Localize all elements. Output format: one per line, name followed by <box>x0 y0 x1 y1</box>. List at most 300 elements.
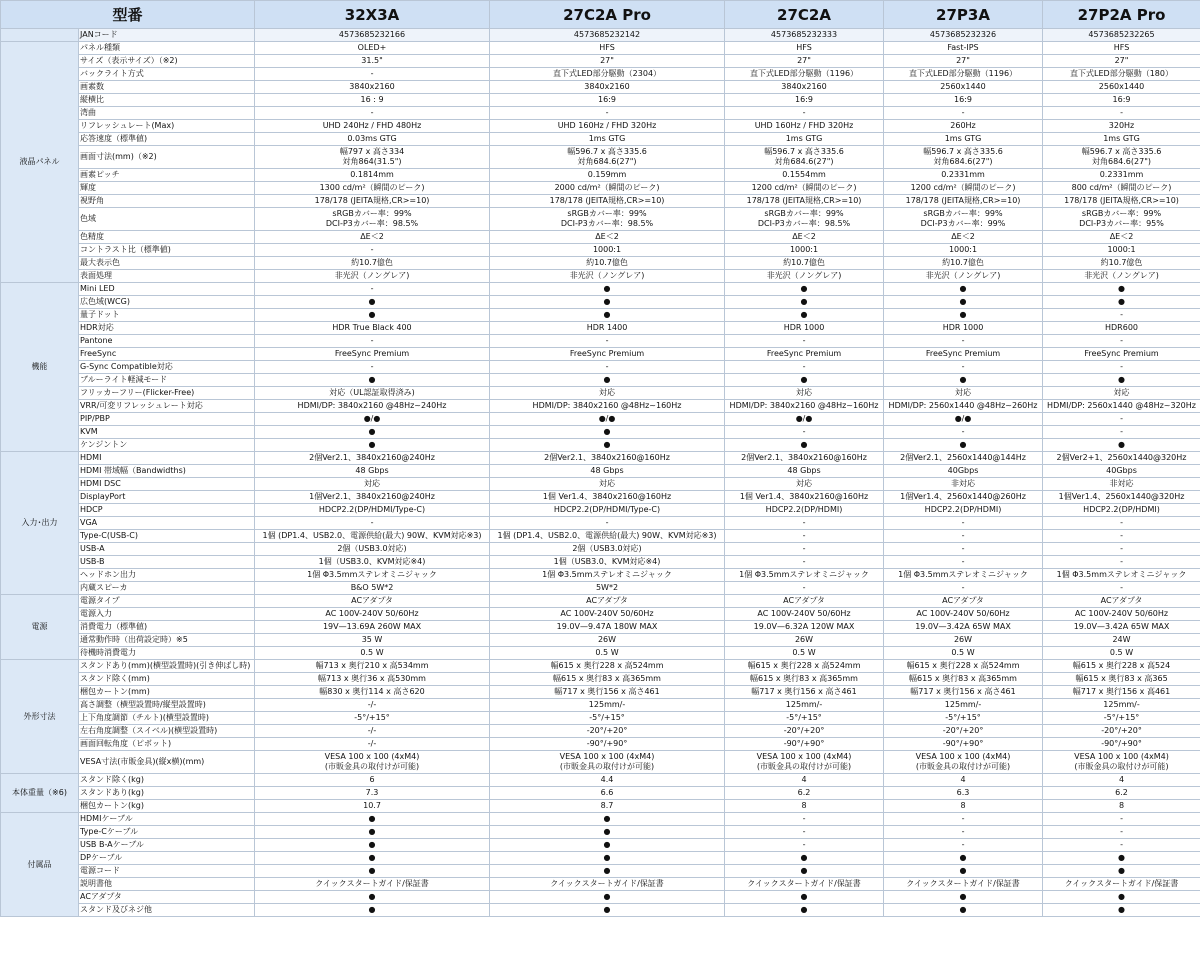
cell-value: 約10.7億色 <box>725 257 884 270</box>
row-label: HDMI <box>79 452 255 465</box>
cell-value: - <box>884 839 1043 852</box>
table-row <box>1 504 1200 517</box>
cell-value: - <box>1043 582 1200 595</box>
cell-value <box>490 751 725 774</box>
cell-value: - <box>1043 543 1200 556</box>
cell-value: クイックスタートガイド/保証書 <box>884 878 1043 891</box>
cell-value: - <box>725 517 884 530</box>
cell-value <box>725 208 884 231</box>
cell-value: 0.2331mm <box>1043 169 1200 182</box>
cell-value: 0.03ms GTG <box>255 133 490 146</box>
cell-value: クイックスタートガイド/保証書 <box>255 878 490 891</box>
cell-value: AC 100V-240V 50/60Hz <box>725 608 884 621</box>
table-row <box>1 608 1200 621</box>
cell-value: - <box>255 68 490 81</box>
section-label: 液晶パネル <box>1 42 79 283</box>
cell-value: - <box>255 107 490 120</box>
cell-value: - <box>725 361 884 374</box>
cell-value: 3840x2160 <box>490 81 725 94</box>
cell-value: ● <box>490 839 725 852</box>
cell-value: ΔE＜2 <box>725 231 884 244</box>
cell-value: HDR 1400 <box>490 322 725 335</box>
cell-value: 2000 cd/m²（瞬間のピーク) <box>490 182 725 195</box>
table-row <box>1 751 1200 774</box>
cell-value: ● <box>255 852 490 865</box>
cell-value: -/- <box>255 699 490 712</box>
cell-value: - <box>884 582 1043 595</box>
cell-value: 1000:1 <box>1043 244 1200 257</box>
cell-value: 直下式LED部分駆動（180） <box>1043 68 1200 81</box>
cell-line: 対角684.6(27") <box>1092 157 1152 166</box>
table-row <box>1 774 1200 787</box>
cell-value: - <box>490 361 725 374</box>
cell-value: 7.3 <box>255 787 490 800</box>
cell-value: HDMI/DP: 2560x1440 @48Hz~320Hz <box>1043 400 1200 413</box>
cell-value: - <box>884 335 1043 348</box>
cell-value <box>255 146 490 169</box>
cell-value: ● <box>255 426 490 439</box>
cell-value: - <box>1043 361 1200 374</box>
cell-value: - <box>725 335 884 348</box>
cell-value: ● <box>725 309 884 322</box>
cell-value: -5°/+15° <box>1043 712 1200 725</box>
cell-value: OLED+ <box>255 42 490 55</box>
cell-value: 0.5 W <box>1043 647 1200 660</box>
cell-value: FreeSync Premium <box>490 348 725 361</box>
row-label: Type-Cケーブル <box>79 826 255 839</box>
table-row <box>1 94 1200 107</box>
cell-value: ΔE＜2 <box>1043 231 1200 244</box>
row-label: 広色域(WCG) <box>79 296 255 309</box>
section-label: 本体重量（※6) <box>1 774 79 813</box>
cell-value: ●/● <box>725 413 884 426</box>
cell-value: 48 Gbps <box>490 465 725 478</box>
cell-line: VESA 100 x 100 (4xM4) <box>559 752 655 761</box>
cell-value: ● <box>255 374 490 387</box>
row-label: スタンドあり(mm)(横型設置時)(引き伸ばし時) <box>79 660 255 673</box>
cell-value: - <box>1043 530 1200 543</box>
cell-line: sRGBカバー率：99% <box>923 209 1003 218</box>
table-row <box>1 787 1200 800</box>
table-row <box>1 465 1200 478</box>
section-label: 外形寸法 <box>1 660 79 774</box>
cell-value: クイックスタートガイド/保証書 <box>725 878 884 891</box>
cell-line: 幅596.7 x 高さ335.6 <box>1081 147 1162 156</box>
cell-value: 対応 <box>884 387 1043 400</box>
table-row <box>1 582 1200 595</box>
row-label: USB-A <box>79 543 255 556</box>
cell-value: - <box>255 517 490 530</box>
cell-value: 1個 Φ3.5mmステレオミニジャック <box>255 569 490 582</box>
cell-value: ● <box>1043 852 1200 865</box>
row-label: 色域 <box>79 208 255 231</box>
cell-value: - <box>884 813 1043 826</box>
cell-value: FreeSync Premium <box>725 348 884 361</box>
cell-value: - <box>884 361 1043 374</box>
cell-value: 1個 Ver1.4、3840x2160@160Hz <box>490 491 725 504</box>
cell-value: 非光沢（ノングレア) <box>725 270 884 283</box>
cell-value: -/- <box>255 738 490 751</box>
cell-value: ● <box>490 852 725 865</box>
table-row <box>1 322 1200 335</box>
cell-value: 16:9 <box>725 94 884 107</box>
cell-value: 非対応 <box>884 478 1043 491</box>
table-row <box>1 400 1200 413</box>
cell-line: DCI-P3カバー率：98.5% <box>757 219 851 228</box>
cell-value: ● <box>884 309 1043 322</box>
cell-value <box>725 751 884 774</box>
cell-value: ● <box>884 283 1043 296</box>
cell-value: 4 <box>1043 774 1200 787</box>
cell-value: 178/178 (JEITA規格,CR>=10) <box>725 195 884 208</box>
cell-value: ΔE＜2 <box>490 231 725 244</box>
row-label: スタンド除く(mm) <box>79 673 255 686</box>
cell-line: DCI-P3カバー率：95% <box>1079 219 1164 228</box>
cell-value: 1ms GTG <box>490 133 725 146</box>
cell-value: ● <box>884 904 1043 917</box>
cell-value: 1個 Φ3.5mmステレオミニジャック <box>490 569 725 582</box>
cell-value: 6.2 <box>1043 787 1200 800</box>
row-label: 梱包カートン(mm) <box>79 686 255 699</box>
row-label: 内蔵スピーカ <box>79 582 255 595</box>
cell-value: 4 <box>884 774 1043 787</box>
cell-value: -20°/+20° <box>884 725 1043 738</box>
cell-value: 幅615 x 奥行83 x 高365mm <box>884 673 1043 686</box>
cell-value: - <box>490 107 725 120</box>
cell-value: HDR True Black 400 <box>255 322 490 335</box>
cell-value: ● <box>255 439 490 452</box>
cell-value: 2個Ver2.1、3840x2160@240Hz <box>255 452 490 465</box>
row-label: PIP/PBP <box>79 413 255 426</box>
row-label: パネル種類 <box>79 42 255 55</box>
row-label: 輝度 <box>79 182 255 195</box>
cell-value: HDR 1000 <box>884 322 1043 335</box>
row-label: HDR対応 <box>79 322 255 335</box>
table-row <box>1 686 1200 699</box>
cell-value: 1個（USB3.0、KVM対応※4) <box>255 556 490 569</box>
table-row <box>1 517 1200 530</box>
spec-body <box>1 29 1200 917</box>
cell-value: - <box>1043 335 1200 348</box>
table-row <box>1 813 1200 826</box>
cell-value: 幅615 x 奥行83 x 高365mm <box>725 673 884 686</box>
cell-value: 1000:1 <box>725 244 884 257</box>
cell-value: -5°/+15° <box>255 712 490 725</box>
cell-value: 0.5 W <box>490 647 725 660</box>
model-header: 27P2A Pro <box>1043 1 1200 29</box>
cell-line: sRGBカバー率：99% <box>764 209 844 218</box>
cell-line: sRGBカバー率：99% <box>1081 209 1162 218</box>
model-label-header: 型番 <box>1 1 255 29</box>
cell-value: HDCP2.2(DP/HDMI) <box>1043 504 1200 517</box>
cell-value: ● <box>490 374 725 387</box>
table-row <box>1 244 1200 257</box>
cell-value: 幅717 x 奥行156 x 高さ461 <box>490 686 725 699</box>
table-row <box>1 556 1200 569</box>
cell-value: ACアダプタ <box>884 595 1043 608</box>
cell-value: 16 : 9 <box>255 94 490 107</box>
cell-value: 178/178 (JEITA規格,CR>=10) <box>490 195 725 208</box>
cell-value: HFS <box>490 42 725 55</box>
cell-value: 260Hz <box>884 120 1043 133</box>
table-row <box>1 29 1200 42</box>
row-label: 湾曲 <box>79 107 255 120</box>
cell-value: 非光沢（ノングレア) <box>490 270 725 283</box>
cell-value: -90°/+90° <box>1043 738 1200 751</box>
cell-value: 6.3 <box>884 787 1043 800</box>
cell-value: 幅615 x 奥行228 x 高524mm <box>884 660 1043 673</box>
row-label: 待機時消費電力 <box>79 647 255 660</box>
table-row <box>1 673 1200 686</box>
cell-value: HFS <box>725 42 884 55</box>
row-label: HDMIケーブル <box>79 813 255 826</box>
table-row <box>1 699 1200 712</box>
row-label: DPケーブル <box>79 852 255 865</box>
cell-value: 8 <box>725 800 884 813</box>
table-row <box>1 712 1200 725</box>
table-row <box>1 348 1200 361</box>
cell-value <box>725 146 884 169</box>
cell-value: 19.0V—3.42A 65W MAX <box>884 621 1043 634</box>
cell-value: 16:9 <box>884 94 1043 107</box>
cell-value: 幅713 x 奥行36 x 高530mm <box>255 673 490 686</box>
cell-value: - <box>1043 826 1200 839</box>
cell-value <box>490 146 725 169</box>
cell-value: 26W <box>490 634 725 647</box>
cell-value: AC 100V-240V 50/60Hz <box>884 608 1043 621</box>
table-row <box>1 296 1200 309</box>
table-row <box>1 647 1200 660</box>
cell-value: - <box>490 517 725 530</box>
cell-value: 16:9 <box>490 94 725 107</box>
cell-value: HDCP2.2(DP/HDMI/Type-C) <box>255 504 490 517</box>
cell-value: ● <box>490 309 725 322</box>
table-row <box>1 878 1200 891</box>
cell-value: 1個 Ver1.4、3840x2160@160Hz <box>725 491 884 504</box>
row-label: 梱包カートン(kg) <box>79 800 255 813</box>
cell-value: 幅830 x 奥行114 x 高さ620 <box>255 686 490 699</box>
cell-line: (市販金具の取付けが可能) <box>915 762 1011 771</box>
row-label: HDCP <box>79 504 255 517</box>
cell-value: ● <box>490 891 725 904</box>
cell-value: ● <box>1043 439 1200 452</box>
table-row <box>1 182 1200 195</box>
row-label: 画素ピッチ <box>79 169 255 182</box>
row-label: USB B-Aケーブル <box>79 839 255 852</box>
cell-value: 1個 Φ3.5mmステレオミニジャック <box>884 569 1043 582</box>
cell-value: 0.159mm <box>490 169 725 182</box>
cell-value: AC 100V-240V 50/60Hz <box>1043 608 1200 621</box>
table-row <box>1 309 1200 322</box>
cell-value: 0.1814mm <box>255 169 490 182</box>
cell-value: ● <box>255 865 490 878</box>
cell-line: VESA 100 x 100 (4xM4) <box>756 752 852 761</box>
cell-value: 3840x2160 <box>255 81 490 94</box>
table-row <box>1 452 1200 465</box>
cell-value: 幅615 x 奥行228 x 高524 <box>1043 660 1200 673</box>
table-row <box>1 865 1200 878</box>
row-label: VRR/可変リフレッシュレート対応 <box>79 400 255 413</box>
table-row <box>1 543 1200 556</box>
row-label: ヘッドホン出力 <box>79 569 255 582</box>
cell-value: 125mm/- <box>884 699 1043 712</box>
row-label: 消費電力（標準値) <box>79 621 255 634</box>
cell-value <box>1043 146 1200 169</box>
table-row <box>1 491 1200 504</box>
cell-value: ● <box>490 904 725 917</box>
cell-value: 幅615 x 奥行228 x 高524mm <box>490 660 725 673</box>
table-row <box>1 68 1200 81</box>
cell-value: 2個（USB3.0対応) <box>490 543 725 556</box>
cell-value: 19.0V—9.47A 180W MAX <box>490 621 725 634</box>
cell-value: ● <box>884 296 1043 309</box>
cell-value: ● <box>725 374 884 387</box>
row-label: VESA寸法(市販金具)(縦x横)(mm) <box>79 751 255 774</box>
cell-value: 4573685232142 <box>490 29 725 42</box>
cell-value: 178/178 (JEITA規格,CR>=10) <box>255 195 490 208</box>
cell-value: 2560x1440 <box>884 81 1043 94</box>
cell-value <box>884 208 1043 231</box>
cell-value: 6 <box>255 774 490 787</box>
cell-value: - <box>725 543 884 556</box>
cell-value: ● <box>255 891 490 904</box>
row-label: ケンジントン <box>79 439 255 452</box>
cell-line: 幅797 x 高さ334 <box>339 147 405 156</box>
cell-value: ● <box>1043 374 1200 387</box>
cell-line: sRGBカバー率：99% <box>567 209 647 218</box>
cell-value: 0.1554mm <box>725 169 884 182</box>
cell-value <box>1043 751 1200 774</box>
table-row <box>1 891 1200 904</box>
cell-value: 2個Ver2.1、3840x2160@160Hz <box>490 452 725 465</box>
cell-line: DCI-P3カバー率：99% <box>920 219 1006 228</box>
cell-value: - <box>1043 517 1200 530</box>
cell-value: ● <box>884 374 1043 387</box>
cell-value <box>1043 208 1200 231</box>
cell-value: 約10.7億色 <box>884 257 1043 270</box>
cell-value: ● <box>725 439 884 452</box>
cell-value: 対応 <box>490 387 725 400</box>
cell-value <box>255 751 490 774</box>
cell-value: ● <box>725 904 884 917</box>
cell-value: 48 Gbps <box>725 465 884 478</box>
cell-value: 6.2 <box>725 787 884 800</box>
cell-value: 幅615 x 奥行228 x 高524mm <box>725 660 884 673</box>
table-row <box>1 208 1200 231</box>
cell-value: FreeSync Premium <box>255 348 490 361</box>
cell-value: ● <box>490 426 725 439</box>
cell-value: HDMI/DP: 3840x2160 @48Hz~240Hz <box>255 400 490 413</box>
cell-value: 非光沢（ノングレア) <box>884 270 1043 283</box>
cell-value: ACアダプタ <box>490 595 725 608</box>
cell-value: 0.2331mm <box>884 169 1043 182</box>
row-label: 視野角 <box>79 195 255 208</box>
cell-value: - <box>884 826 1043 839</box>
row-label: スタンド除く(kg) <box>79 774 255 787</box>
table-row <box>1 270 1200 283</box>
table-row <box>1 634 1200 647</box>
cell-value: 5W*2 <box>490 582 725 595</box>
section-label <box>1 29 79 42</box>
cell-value: - <box>1043 309 1200 322</box>
cell-value: ΔE＜2 <box>255 231 490 244</box>
cell-value: 2個Ver2.1、2560x1440@144Hz <box>884 452 1043 465</box>
model-header: 27C2A <box>725 1 884 29</box>
cell-value: 8.7 <box>490 800 725 813</box>
cell-value: 27" <box>490 55 725 68</box>
row-label: 表面処理 <box>79 270 255 283</box>
cell-value: ● <box>725 283 884 296</box>
row-label: コントラスト比（標準値) <box>79 244 255 257</box>
cell-value: 10.7 <box>255 800 490 813</box>
table-row <box>1 81 1200 94</box>
row-label: 最大表示色 <box>79 257 255 270</box>
table-row <box>1 231 1200 244</box>
cell-line: 対角684.6(27") <box>933 157 993 166</box>
cell-value: 19.0V—6.32A 120W MAX <box>725 621 884 634</box>
cell-value: FreeSync Premium <box>1043 348 1200 361</box>
cell-value: ● <box>725 296 884 309</box>
cell-value: ● <box>255 813 490 826</box>
cell-value: HDMI/DP: 2560x1440 @48Hz~260Hz <box>884 400 1043 413</box>
model-header: 27C2A Pro <box>490 1 725 29</box>
cell-value: ● <box>725 865 884 878</box>
cell-value: 24W <box>1043 634 1200 647</box>
cell-value: - <box>725 556 884 569</box>
cell-value: HDR600 <box>1043 322 1200 335</box>
cell-line: (市販金具の取付けが可能) <box>756 762 852 771</box>
cell-value: ● <box>1043 296 1200 309</box>
row-label: ブルーライト軽減モード <box>79 374 255 387</box>
cell-value: 0.5 W <box>255 647 490 660</box>
cell-value: HFS <box>1043 42 1200 55</box>
cell-value: 3840x2160 <box>725 81 884 94</box>
cell-value: ΔE＜2 <box>884 231 1043 244</box>
row-label: 画面寸法(mm)（※2) <box>79 146 255 169</box>
cell-value: - <box>725 813 884 826</box>
row-label: 画面回転角度（ピボット) <box>79 738 255 751</box>
cell-value: B&O 5W*2 <box>255 582 490 595</box>
row-label: VGA <box>79 517 255 530</box>
cell-line: 幅596.7 x 高さ335.6 <box>567 147 647 156</box>
table-row <box>1 55 1200 68</box>
cell-value <box>255 208 490 231</box>
cell-value: -/- <box>255 725 490 738</box>
table-row <box>1 120 1200 133</box>
row-label: FreeSync <box>79 348 255 361</box>
table-row <box>1 839 1200 852</box>
table-row <box>1 800 1200 813</box>
table-row <box>1 530 1200 543</box>
cell-line: VESA 100 x 100 (4xM4) <box>1074 752 1169 761</box>
cell-value: - <box>1043 556 1200 569</box>
cell-line: (市販金具の取付けが可能) <box>324 762 420 771</box>
cell-line: (市販金具の取付けが可能) <box>559 762 655 771</box>
cell-value: ACアダプタ <box>255 595 490 608</box>
cell-value: 非光沢（ノングレア) <box>255 270 490 283</box>
cell-line: sRGBカバー率：99% <box>332 209 412 218</box>
cell-line: 対角684.6(27") <box>774 157 834 166</box>
cell-value: - <box>255 335 490 348</box>
row-label: スタンドあり(kg) <box>79 787 255 800</box>
table-row <box>1 826 1200 839</box>
cell-value: 4573685232265 <box>1043 29 1200 42</box>
cell-value: - <box>725 426 884 439</box>
cell-value: AC 100V-240V 50/60Hz <box>255 608 490 621</box>
cell-value: UHD 160Hz / FHD 320Hz <box>490 120 725 133</box>
cell-value: -20°/+20° <box>725 725 884 738</box>
row-label: 応答速度（標準値) <box>79 133 255 146</box>
